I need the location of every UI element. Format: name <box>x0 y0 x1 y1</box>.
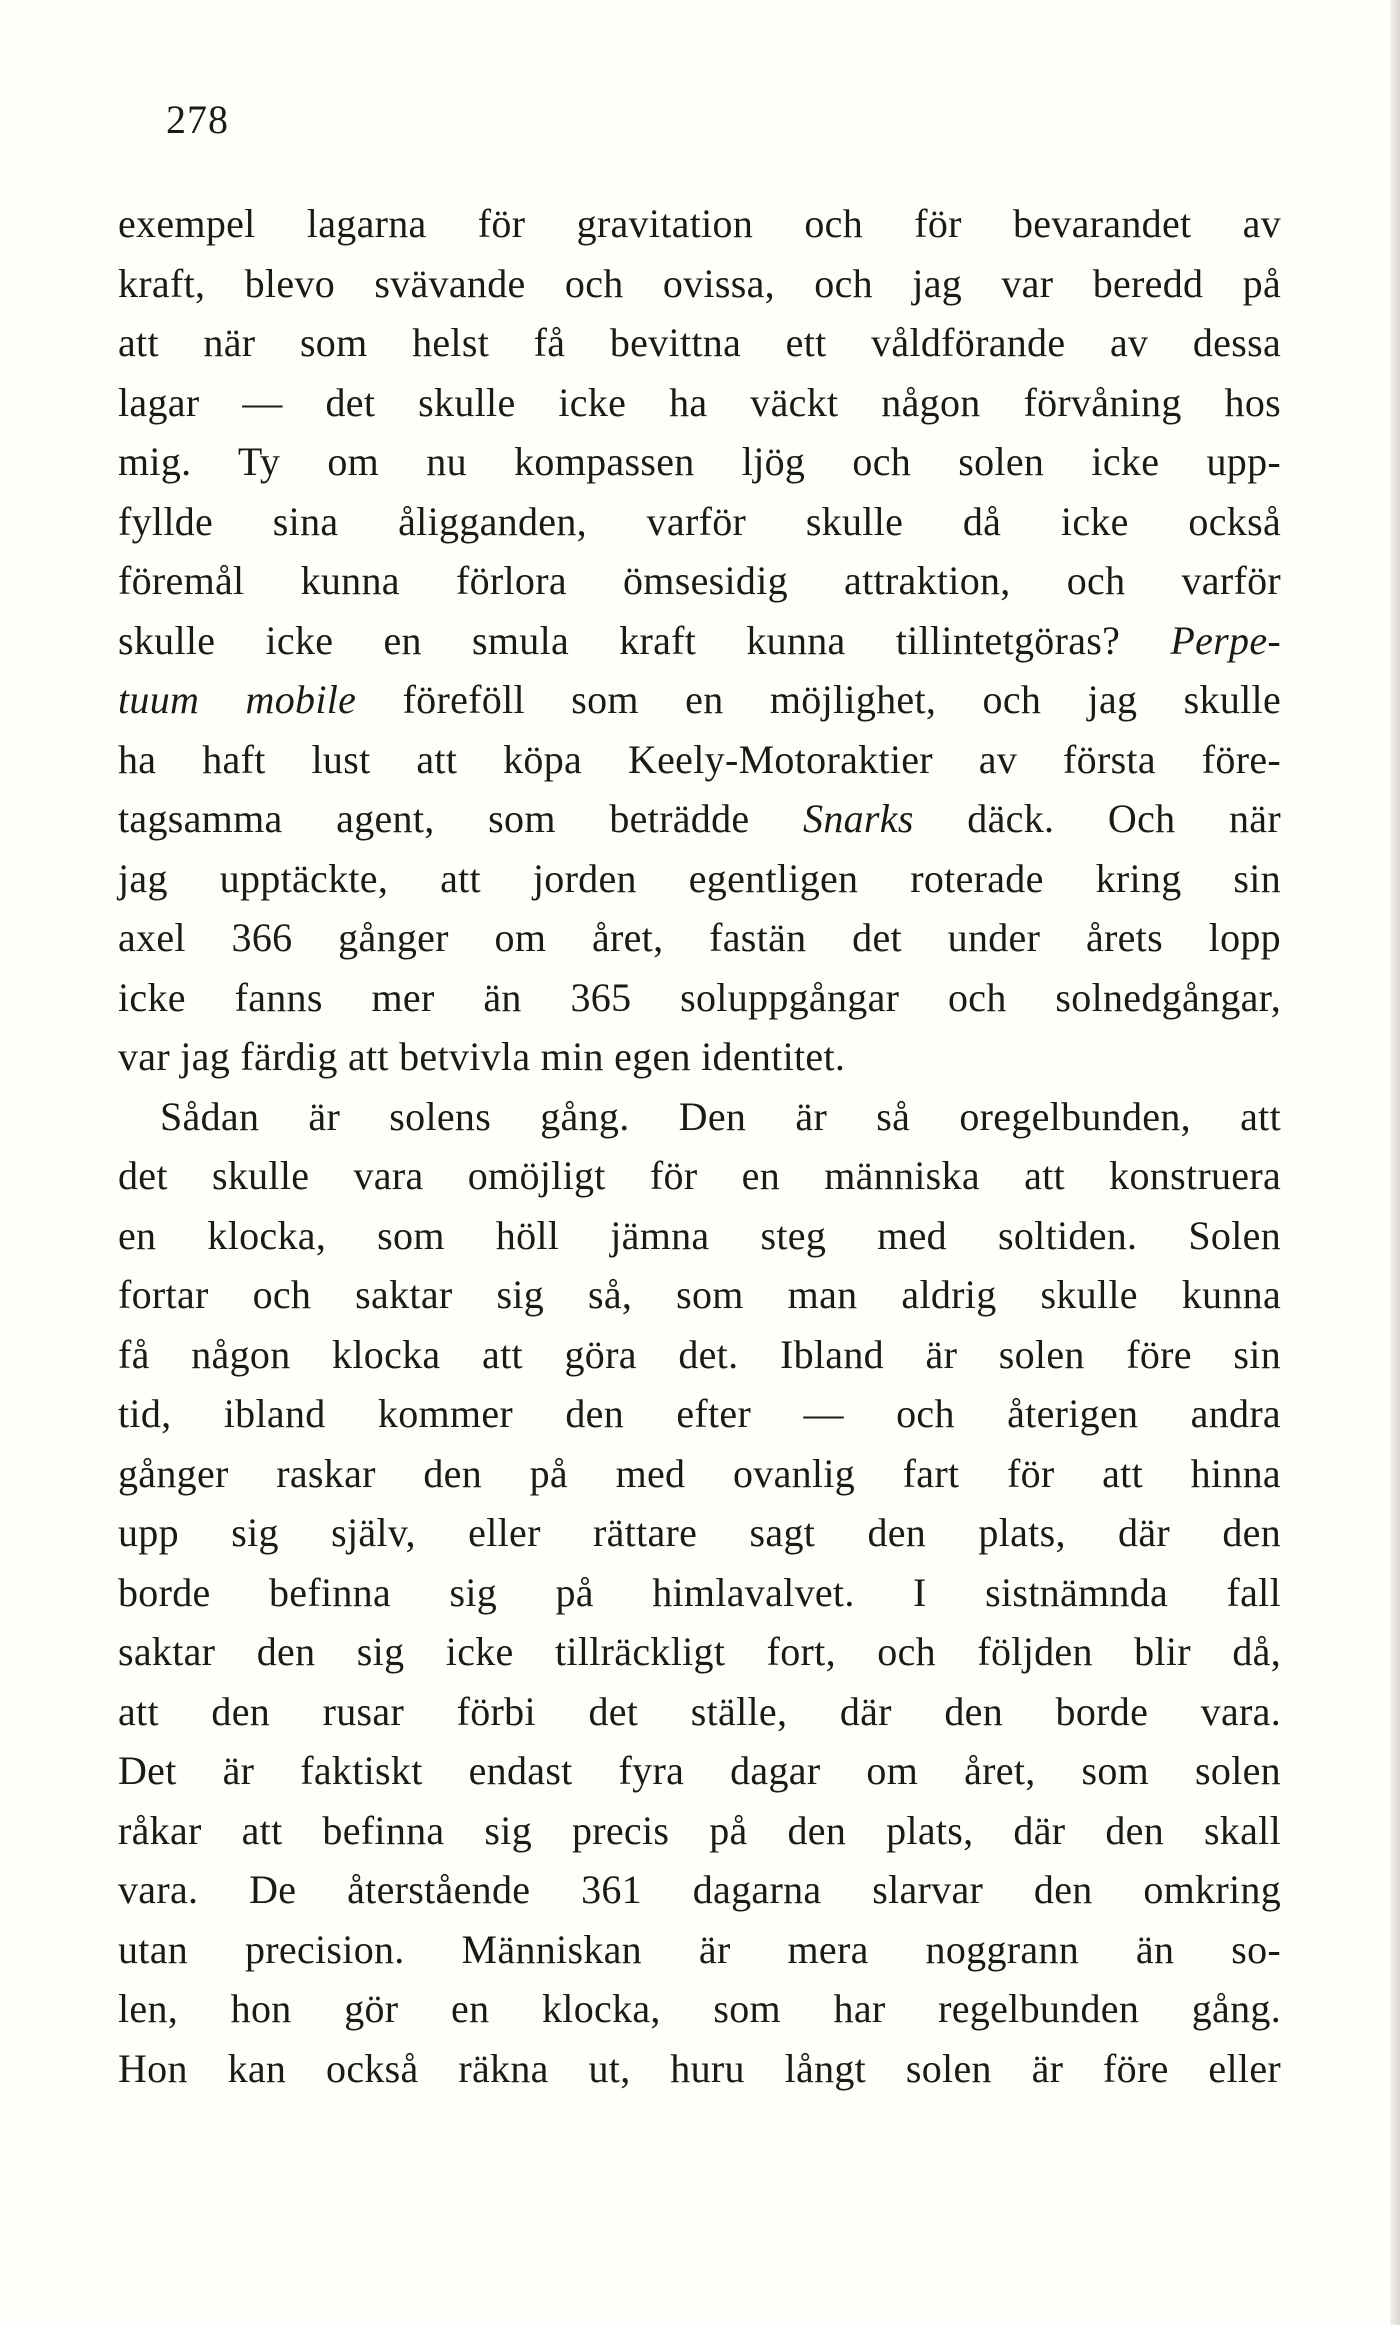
text-line: en klocka, som höll jämna steg med soltiden. Solen <box>118 1212 1281 1258</box>
text-line: vara. De återstående 361 dagarna slarvar den omkring <box>118 1867 1281 1912</box>
text-line: Sådan är solens gång. Den är så oregelbunden, att <box>160 1093 1281 1139</box>
text-line <box>118 611 1281 671</box>
text-line: Hon kan också räkna ut, huru långt solen är före eller <box>118 2045 1281 2091</box>
italic-text: Snarks <box>803 796 914 841</box>
text-line: lagar — det skulle icke ha väckt någon förvåning hos <box>118 379 1281 425</box>
text-line: gånger raskar den på med ovanlig fart för att hinna <box>118 1450 1281 1496</box>
body-text <box>118 194 1281 2098</box>
text-line: ha haft lust att köpa Keely-Motoraktier av första före- <box>118 736 1281 782</box>
italic-text: tuum mobile <box>118 677 357 722</box>
text-line: icke fanns mer än 365 soluppgångar och solnedgångar, <box>118 974 1281 1020</box>
text-line: var jag färdig att betvivla min egen identitet. <box>118 1034 846 1079</box>
text-line: få någon klocka att göra det. Ibland är solen före sin <box>118 1331 1281 1377</box>
text-line <box>118 789 1281 849</box>
text-line: att när som helst få bevittna ett våldförande av dessa <box>118 320 1281 365</box>
text-line <box>118 670 1281 730</box>
text-line: att den rusar förbi det ställe, där den borde vara. <box>118 1688 1281 1734</box>
text-segment: däck. Och när <box>913 796 1281 841</box>
text-line: tid, ibland kommer den efter — och återigen andra <box>118 1391 1281 1436</box>
text-line: upp sig själv, eller rättare sagt den plats, där den <box>118 1510 1281 1555</box>
page-edge <box>1390 0 1400 2325</box>
text-line: fyllde sina åligganden, varför skulle då icke också <box>118 498 1281 544</box>
text-line: det skulle vara omöjligt för en människa att konstruera <box>118 1153 1281 1198</box>
text-line: axel 366 gånger om året, fastän det under årets lopp <box>118 915 1281 960</box>
text-line: Det är faktiskt endast fyra dagar om året, som solen <box>118 1748 1281 1793</box>
text-segment: skulle icke en smula kraft kunna tillintetgöras? <box>118 617 1171 663</box>
text-line: exempel lagarna för gravitation och för bevarandet av <box>118 201 1281 246</box>
text-line: råkar att befinna sig precis på den plats, där den skall <box>118 1807 1281 1853</box>
text-line: mig. Ty om nu kompassen ljög och solen icke upp- <box>118 439 1281 484</box>
text-line: saktar den sig icke tillräckligt fort, och följden blir då, <box>118 1629 1281 1674</box>
text-line: len, hon gör en klocka, som har regelbunden gång. <box>118 1986 1281 2031</box>
text-segment: föreföll som en möjlighet, och jag skulle <box>356 677 1281 722</box>
text-segment: tagsamma agent, som beträdde <box>118 796 804 841</box>
page-number: 278 <box>166 97 229 142</box>
text-line: jag upptäckte, att jorden egentligen roterade kring sin <box>118 855 1281 901</box>
text-line: utan precision. Människan är mera noggrann än so- <box>118 1926 1281 1972</box>
text-line: fortar och saktar sig så, som man aldrig skulle kunna <box>118 1272 1281 1317</box>
text-line: föremål kunna förlora ömsesidig attraktion, och varför <box>118 558 1281 603</box>
text-line: borde befinna sig på himlavalvet. I sistnämnda fall <box>118 1569 1281 1615</box>
text-line: kraft, blevo svävande och ovissa, och jag var beredd på <box>118 260 1281 306</box>
italic-text: Perpe- <box>1170 617 1281 663</box>
